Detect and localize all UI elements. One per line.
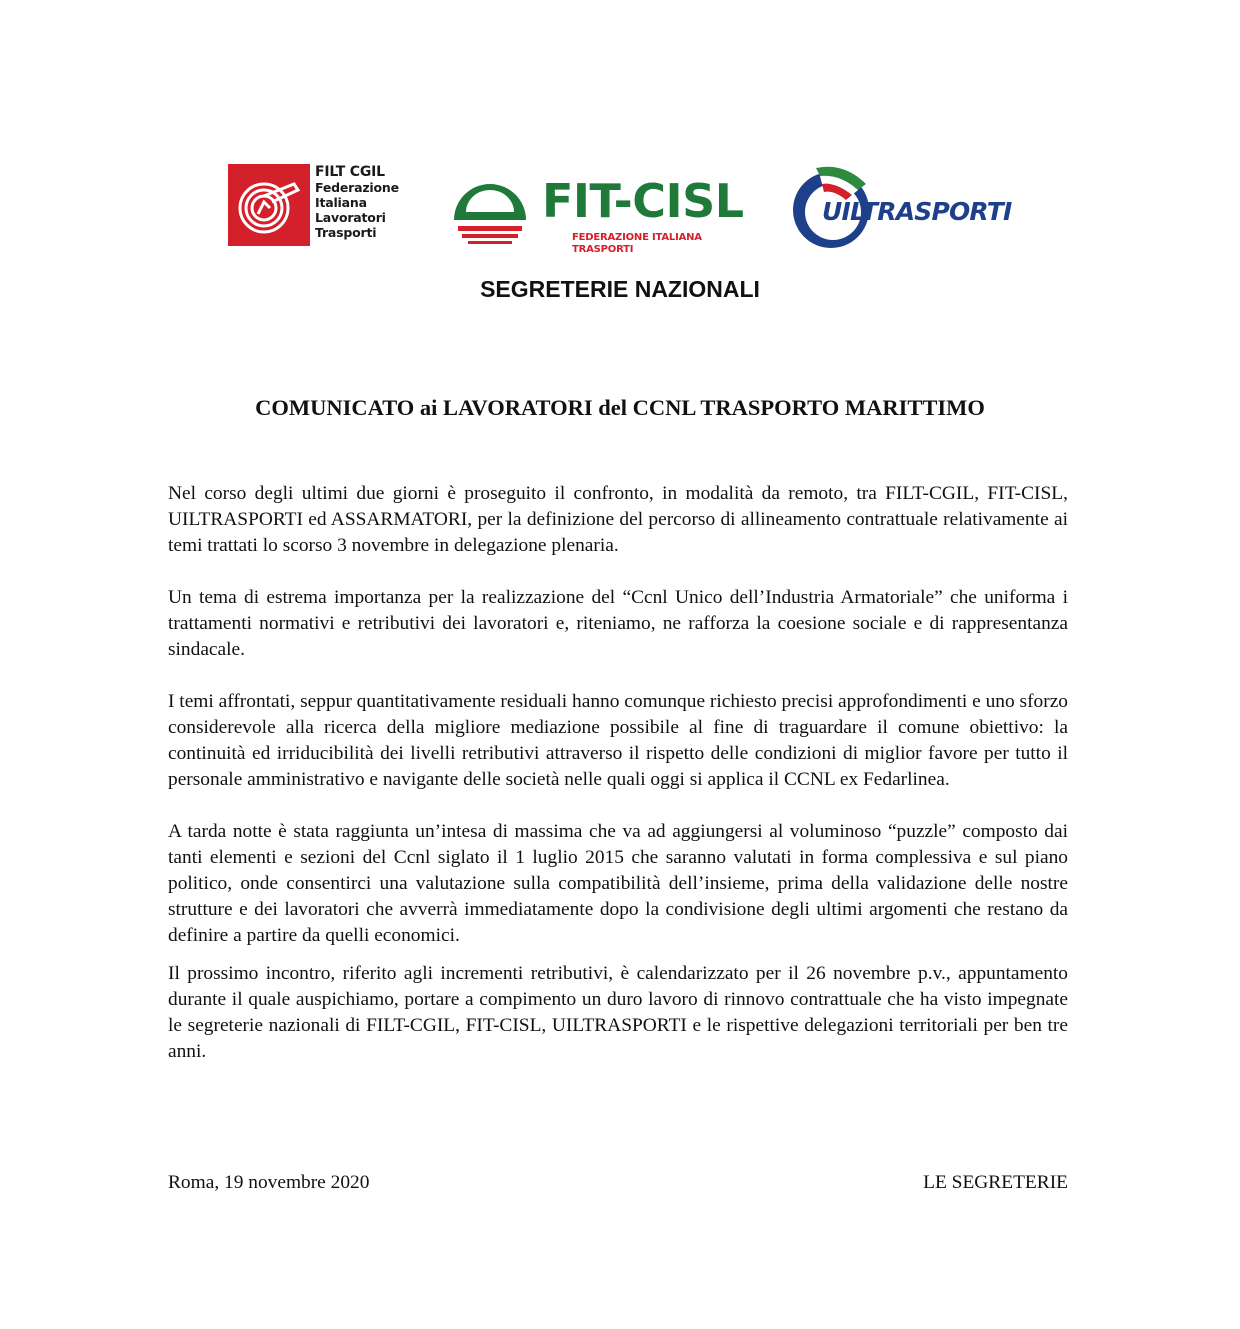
document-title: COMUNICATO ai LAVORATORI del CCNL TRASPORTO MARITTIMO	[255, 395, 985, 420]
filt-cgil-line: Lavoratori	[315, 210, 386, 225]
body-paragraph: Nel corso degli ultimi due giorni è proseguito il confronto, in modalità da remoto, tra FILT-CGIL, FIT-CISL, UILTRASPORTI ed ASSARMATORI, per la definizione del percorso di allineamento contrattuale relativamente ai temi trattati lo scorso 3 novembre in delegazione plenaria.	[168, 483, 1068, 556]
body-paragraph: Un tema di estrema importanza per la realizzazione del “Ccnl Unico dell’Industria Armatoriale” che uniforma i trattamenti normativi e retributivi dei lavoratori e, riteniamo, ne rafforza la coesione sociale e di rappresentanza sindacale.	[168, 587, 1068, 660]
fit-cisl-subtitle: FEDERAZIONE ITALIANA TRASPORTI	[572, 232, 702, 255]
filt-cgil-line: Trasporti	[315, 225, 377, 240]
body-paragraph: A tarda notte è stata raggiunta un’intesa di massima che va ad aggiungersi al voluminoso “puzzle” composto dai tanti elementi e sezioni del Ccnl siglato il 1 luglio 2015 che saranno valutati in forma complessiva e sul piano politico, onde consentirci una valutazione sulla compatibilità dell’insieme, prima della validazione delle nostre strutture e dei lavoratori che avverrà immediatamente dopo la condivisione degli ultimi argomenti che restano da definire a partire da quelli economici.	[168, 821, 1068, 946]
filt-cgil-emblem	[228, 164, 310, 246]
logo-bar	[0, 150, 1240, 260]
body-paragraph: I temi affrontati, seppur quantitativamente residuali hanno comunque richiesto precisi approfondimenti e uno sforzo considerevole alla ricerca della migliore mediazione possibile al fine di traguardare il comune obiettivo: la continuità ed irriducibilità dei livelli retributivi attraverso il rispetto delle condizioni di miglior favore per tutto il personale amministrativo e navigante delle società nelle quali oggi si applica il CCNL ex Fedarlinea.	[168, 691, 1068, 790]
filt-cgil-wordmark	[315, 164, 399, 240]
filt-cgil-line: Federazione	[315, 180, 399, 195]
uiltrasporti-wordmark: UILTRASPORTI	[822, 197, 1012, 226]
signature: LE SEGRETERIE	[923, 1172, 1068, 1193]
document-footer	[168, 1170, 1068, 1200]
place-date: Roma, 19 novembre 2020	[168, 1172, 370, 1193]
segreterie-header: SEGRETERIE NAZIONALI	[480, 276, 760, 302]
filt-cgil-line: Italiana	[315, 195, 367, 210]
uiltrasporti-logo	[786, 162, 1036, 252]
filt-cgil-line: FILT CGIL	[315, 164, 385, 180]
fit-cisl-wordmark: FIT-CISL	[542, 174, 744, 228]
fit-cisl-logo	[452, 170, 762, 255]
body-paragraph: Il prossimo incontro, riferito agli incrementi retributivi, è calendarizzato per il 26 novembre p.v., appuntamento durante il quale auspichiamo, portare a compimento un duro lavoro di rinnovo contrattuale che ha visto impegnate le segreterie nazionali di FILT-CGIL, FIT-CISL, UILTRASPORTI e le rispettive delegazioni territoriali per ben tre anni.	[168, 963, 1068, 1062]
fit-cisl-emblem	[452, 170, 528, 253]
document-body	[168, 481, 1068, 1091]
filt-cgil-logo	[228, 164, 408, 250]
